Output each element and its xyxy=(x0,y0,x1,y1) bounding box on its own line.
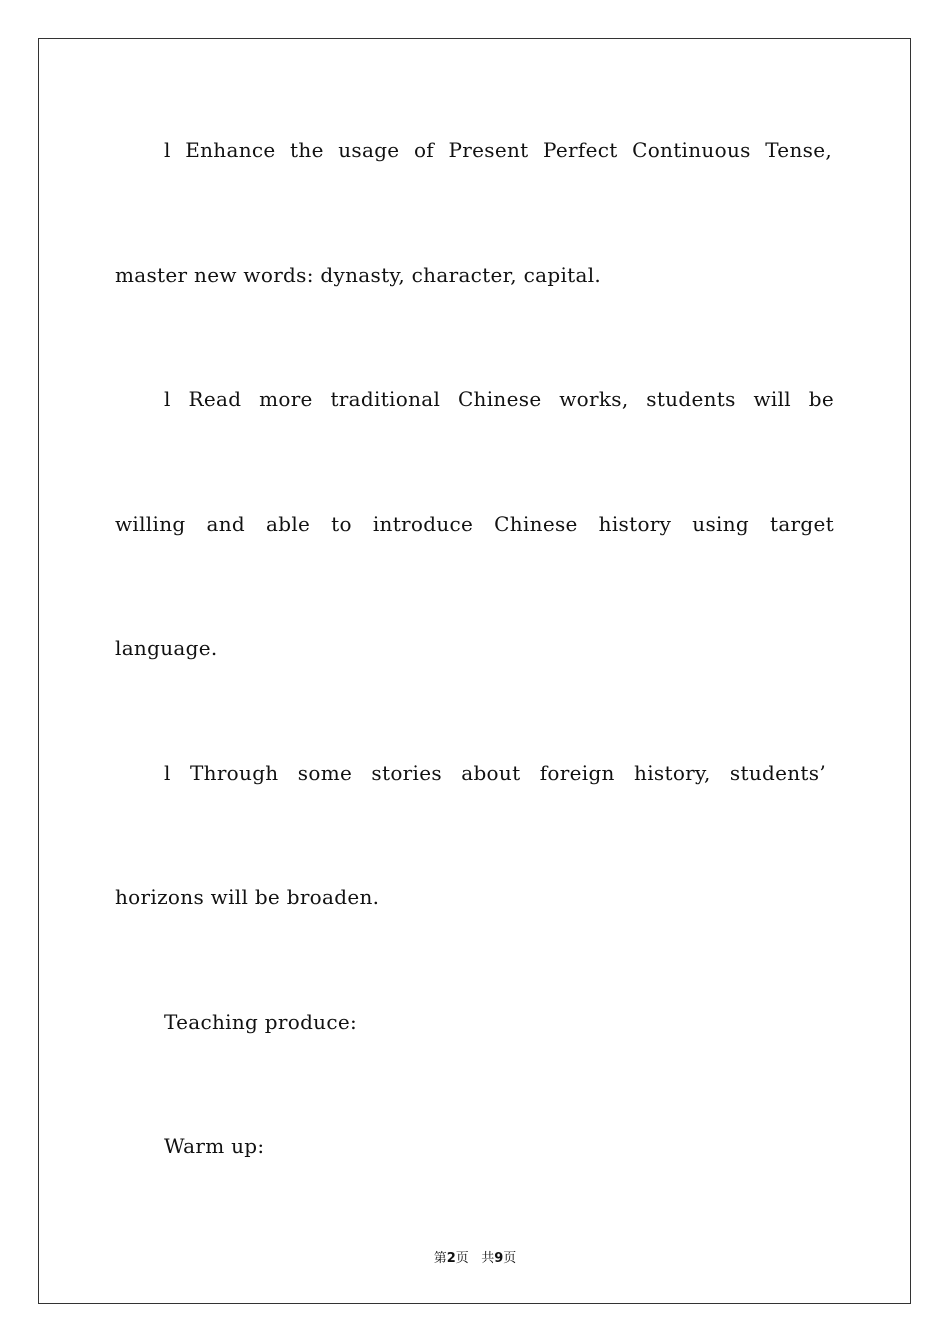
section-heading-teaching-produce: Teaching produce: xyxy=(164,1010,358,1034)
page-border xyxy=(38,38,911,1304)
body-line-4: willing and able to introduce Chinese history using target xyxy=(115,512,834,536)
footer-total-prefix: 共 xyxy=(481,1251,495,1266)
footer-page-suffix: 页 xyxy=(455,1251,469,1266)
page-number-footer xyxy=(0,1247,950,1266)
body-line-1: l Enhance the usage of Present Perfect Continuous Tense, xyxy=(164,138,832,162)
body-line-7: horizons will be broaden. xyxy=(115,885,380,909)
section-heading-warm-up: Warm up: xyxy=(164,1134,265,1158)
body-line-5: language. xyxy=(115,636,218,660)
body-line-3: l Read more traditional Chinese works, students will be xyxy=(164,387,834,411)
body-line-2: master new words: dynasty, character, capital. xyxy=(115,263,602,287)
footer-page-number: 2 xyxy=(446,1251,456,1266)
body-line-6: l Through some stories about foreign history, students’ xyxy=(164,761,826,785)
footer-total-pages: 9 xyxy=(494,1251,504,1266)
footer-total-suffix: 页 xyxy=(503,1251,517,1266)
footer-prefix: 第 xyxy=(433,1251,447,1266)
